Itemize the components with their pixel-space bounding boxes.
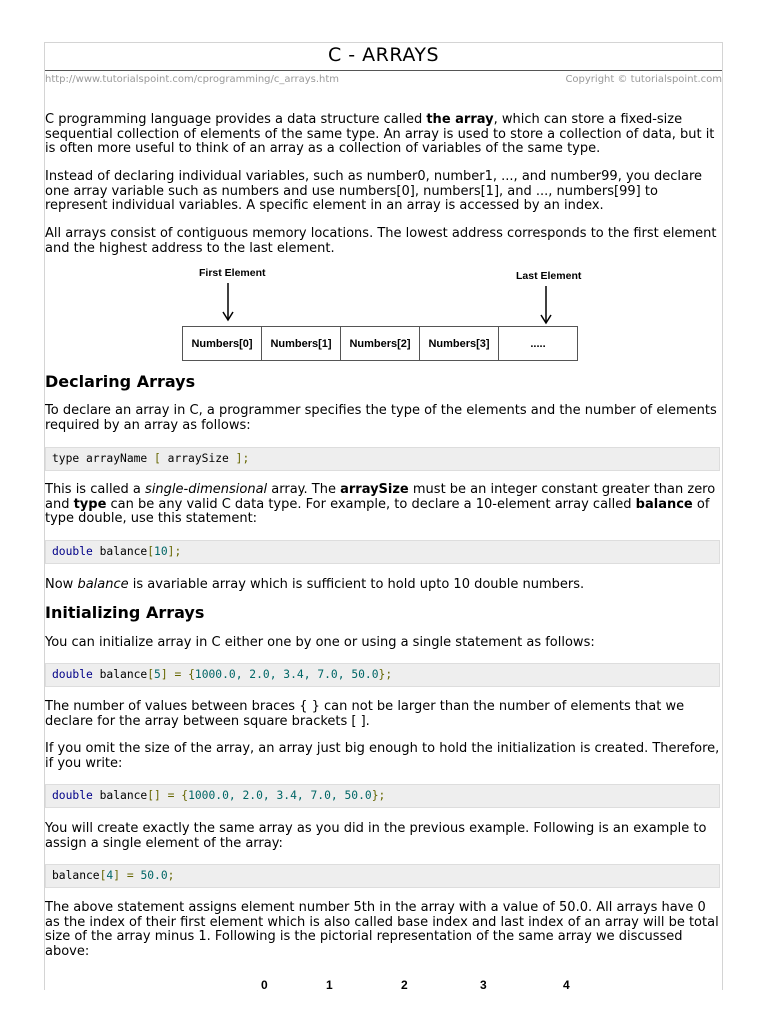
code-block-assign-element: balance[4] = 50.0; bbox=[45, 864, 720, 888]
source-url[interactable]: http://www.tutorialspoint.com/cprogramming/c_arrays.htm bbox=[45, 74, 340, 85]
initializing-paragraph-2: The number of values between braces { } can not be larger than the number of elements that we declare for the array between square brackets [ ]. bbox=[45, 699, 685, 729]
last-element-label: Last Element bbox=[516, 270, 582, 282]
array-cell: Numbers[1] bbox=[261, 326, 341, 361]
section-heading-initializing: Initializing Arrays bbox=[45, 603, 205, 622]
last-element-arrow bbox=[540, 286, 552, 326]
page-title: C - ARRAYS bbox=[45, 43, 722, 71]
code-block-declare-balance: double balance[10]; bbox=[45, 540, 720, 564]
code-block-declare-syntax: type arrayName [ arraySize ]; bbox=[45, 447, 720, 471]
declaring-paragraph-2: This is called a single-dimensional array. The arraySize must be an integer constant greater than zero and type can be any valid C data type. For example, to declare a 10-element array called balance of type double, use this statement: bbox=[45, 482, 716, 526]
initializing-paragraph-4: You will create exactly the same array as you did in the previous example. Following is an example to assign a single element of the array: bbox=[45, 821, 707, 851]
array-cells bbox=[182, 326, 578, 361]
array-cell: Numbers[0] bbox=[182, 326, 262, 361]
array-cell: Numbers[3] bbox=[419, 326, 499, 361]
copyright-notice: Copyright © tutorialspoint.com bbox=[565, 74, 722, 85]
declaring-paragraph-3: Now balance is avariable array which is sufficient to hold upto 10 double numbers. bbox=[45, 577, 585, 592]
code-block-init-sized: double balance[5] = {1000.0, 2.0, 3.4, 7.0, 50.0}; bbox=[45, 663, 720, 687]
document-page bbox=[44, 42, 723, 990]
initializing-paragraph-3: If you omit the size of the array, an array just big enough to hold the initialization is created. Therefore, if you write: bbox=[45, 741, 720, 771]
array-index-label: 2 bbox=[401, 978, 408, 992]
code-block-init-unsized: double balance[] = {1000.0, 2.0, 3.4, 7.0, 50.0}; bbox=[45, 784, 720, 808]
array-index-label: 3 bbox=[480, 978, 487, 992]
array-diagram bbox=[182, 265, 592, 365]
intro-paragraph-2: Instead of declaring individual variables, such as number0, number1, ..., and number99, you declare one array variable such as numbers and use numbers[0], numbers[1], and ..., numbers[99] to represent individual variables. A specific element in an array is accessed by an index. bbox=[45, 169, 703, 213]
intro-paragraph-1: C programming language provides a data structure called the array, which can store a fixed-size sequential collection of elements of the same type. An array is used to store a collection of data, but it is often more useful to think of an array as a collection of variables of the same type. bbox=[45, 112, 715, 156]
array-index-row bbox=[160, 978, 610, 992]
array-index-label: 0 bbox=[261, 978, 268, 992]
section-heading-declaring: Declaring Arrays bbox=[45, 372, 196, 391]
first-element-arrow bbox=[222, 283, 234, 323]
declaring-paragraph-1: To declare an array in C, a programmer specifies the type of the elements and the number of elements required by an array as follows: bbox=[45, 403, 717, 433]
array-index-label: 1 bbox=[326, 978, 333, 992]
intro-paragraph-3: All arrays consist of contiguous memory locations. The lowest address corresponds to the first element and the highest address to the last element. bbox=[45, 226, 717, 256]
array-cell: Numbers[2] bbox=[340, 326, 420, 361]
first-element-label: First Element bbox=[199, 267, 266, 279]
array-cell: ..... bbox=[498, 326, 578, 361]
array-index-label: 4 bbox=[563, 978, 570, 992]
initializing-paragraph-1: You can initialize array in C either one by one or using a single statement as follows: bbox=[45, 635, 595, 650]
initializing-paragraph-5: The above statement assigns element number 5th in the array with a value of 50.0. All arrays have 0 as the index of their first element which is also called base index and last index of an array will be total size of the array minus 1. Following is the pictorial representation of the same array we discussed above: bbox=[45, 900, 719, 959]
